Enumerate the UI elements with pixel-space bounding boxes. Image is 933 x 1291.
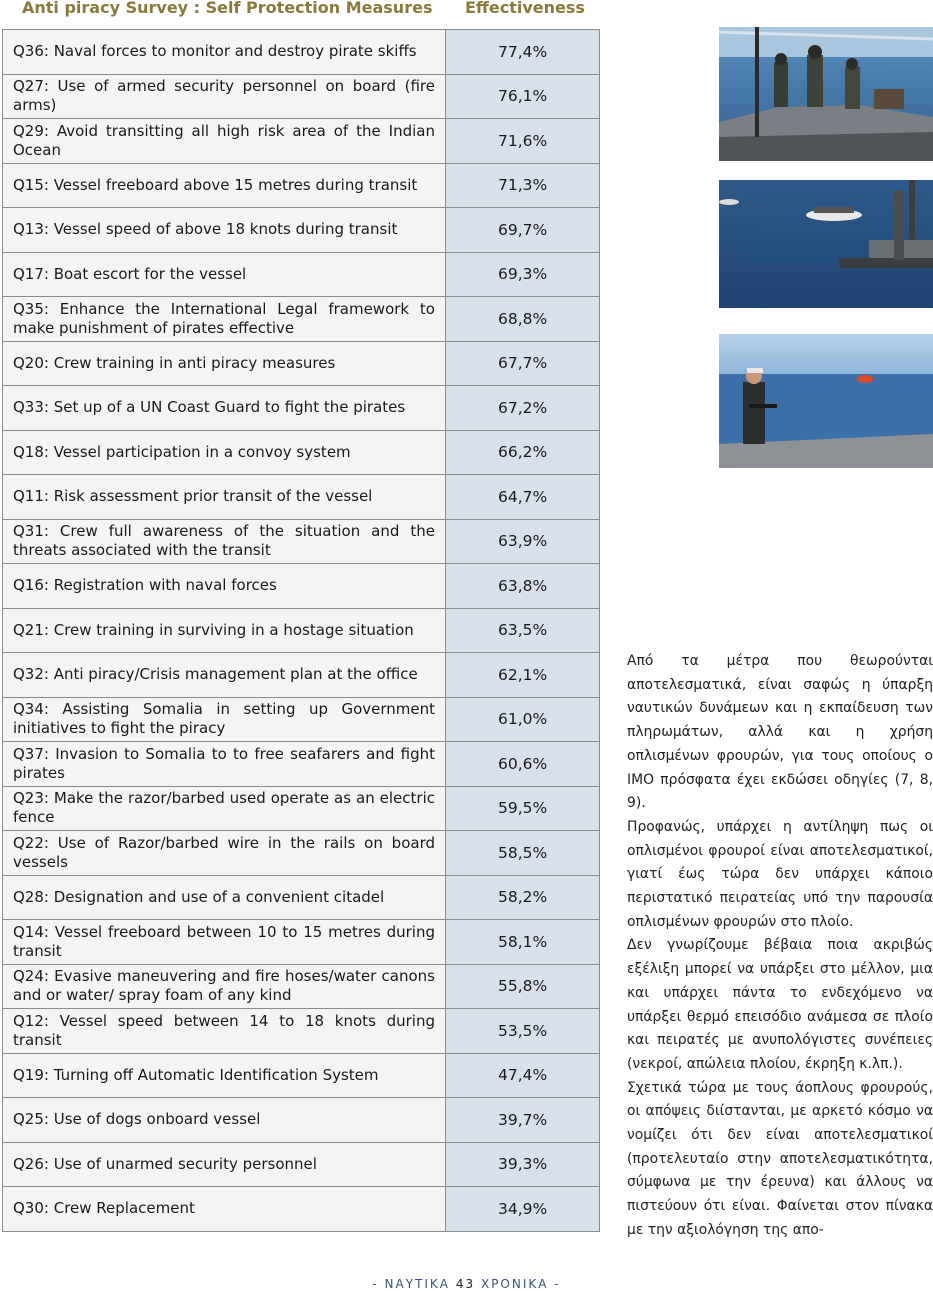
- table-row: [3, 608, 600, 653]
- measure-cell: Q13: Vessel speed of above 18 knots during transit: [3, 208, 446, 253]
- footer-magazine-right: ΧΡΟΝΙΚΑ -: [480, 1277, 561, 1291]
- effectiveness-cell: 63,5%: [446, 608, 600, 653]
- table-row: [3, 786, 600, 831]
- effectiveness-cell: 71,6%: [446, 119, 600, 164]
- table-row: [3, 119, 600, 164]
- measure-cell: Q31: Crew full awareness of the situation and the threats associated with the transit: [3, 519, 446, 564]
- article-paragraph: Προφανώς, υπάρχει η αντίληψη πως οι οπλισμένοι φρουροί είναι αποτελεσματικοί, γιατί έως τώρα δεν υπάρχει κάποιο περιστατικό πειρατείας υπό την παρουσία οπλισμένων φρουρών στο πλοίο.: [627, 818, 933, 930]
- photo-armed-guard: [719, 334, 933, 468]
- page-footer: [0, 1277, 933, 1291]
- measure-cell: Q32: Anti piracy/Crisis management plan at the office: [3, 653, 446, 698]
- measure-cell: Q22: Use of Razor/barbed wire in the rails on board vessels: [3, 831, 446, 876]
- survey-table: [2, 29, 600, 1232]
- effectiveness-cell: 67,2%: [446, 386, 600, 431]
- effectiveness-cell: 67,7%: [446, 341, 600, 386]
- measure-cell: Q28: Designation and use of a convenient citadel: [3, 875, 446, 920]
- photo-naval-boarding: [719, 27, 933, 161]
- measure-cell: Q19: Turning off Automatic Identification System: [3, 1053, 446, 1098]
- measure-cell: Q35: Enhance the International Legal framework to make punishment of pirates effective: [3, 297, 446, 342]
- measure-cell: Q17: Boat escort for the vessel: [3, 252, 446, 297]
- measure-cell: Q15: Vessel freeboard above 15 metres during transit: [3, 163, 446, 208]
- article-paragraph: Δεν γνωρίζουμε βέβαια ποια ακριβώς εξέλιξη μπορεί να υπάρξει στο μέλλον, μια και υπάρχει πάντα το ενδεχόμενο να υπάρξει θερμό επεισόδιο ανάμεσα σε πλοίο και πειρατές με ανυπολόγιστες συνέπειες (νεκροί, απώλεια πλοίου, έκρηξη κ.λπ.).: [627, 937, 933, 1072]
- table-row: [3, 341, 600, 386]
- table-row: [3, 1053, 600, 1098]
- table-row: [3, 964, 600, 1009]
- effectiveness-cell: 58,2%: [446, 875, 600, 920]
- table-row: [3, 564, 600, 609]
- table-row: [3, 1098, 600, 1143]
- table-row: [3, 163, 600, 208]
- effectiveness-cell: 66,2%: [446, 430, 600, 475]
- measure-cell: Q23: Make the razor/barbed used operate as an electric fence: [3, 786, 446, 831]
- measure-cell: Q12: Vessel speed between 14 to 18 knots during transit: [3, 1009, 446, 1054]
- measure-cell: Q27: Use of armed security personnel on board (fire arms): [3, 74, 446, 119]
- measure-cell: Q25: Use of dogs onboard vessel: [3, 1098, 446, 1143]
- table-row: [3, 1142, 600, 1187]
- effectiveness-cell: 63,8%: [446, 564, 600, 609]
- effectiveness-cell: 58,5%: [446, 831, 600, 876]
- effectiveness-cell: 69,7%: [446, 208, 600, 253]
- table-row: [3, 430, 600, 475]
- table-row: [3, 519, 600, 564]
- measure-cell: Q16: Registration with naval forces: [3, 564, 446, 609]
- measure-cell: Q36: Naval forces to monitor and destroy pirate skiffs: [3, 30, 446, 75]
- measure-cell: Q14: Vessel freeboard between 10 to 15 metres during transit: [3, 920, 446, 965]
- measure-cell: Q34: Assisting Somalia in setting up Government initiatives to fight the piracy: [3, 697, 446, 742]
- measure-cell: Q11: Risk assessment prior transit of the vessel: [3, 475, 446, 520]
- measure-cell: Q24: Evasive maneuvering and fire hoses/water canons and or water/ spray foam of any kind: [3, 964, 446, 1009]
- effectiveness-cell: 76,1%: [446, 74, 600, 119]
- table-row: [3, 252, 600, 297]
- table-title: Anti piracy Survey : Self Protection Measures: [22, 0, 433, 17]
- effectiveness-cell: 68,8%: [446, 297, 600, 342]
- effectiveness-cell: 71,3%: [446, 163, 600, 208]
- effectiveness-cell: 69,3%: [446, 252, 600, 297]
- table-row: [3, 697, 600, 742]
- article-paragraph: Σχετικά τώρα με τους άοπλους φρουρούς, οι απόψεις διίστανται, με αρκετό κόσμο να νομίζει ότι δεν είναι αποτελεσματικοί (προτελευταίο στην αποτελεσματικότητα, σύμφωνα με την έρευνα) και άλλους να πιστεύουν ότι είναι. Φαίνεται στον πίνακα με την αξιολόγηση της απο-: [627, 1079, 933, 1238]
- effectiveness-header: Effectiveness: [465, 0, 585, 17]
- effectiveness-cell: 63,9%: [446, 519, 600, 564]
- effectiveness-cell: 61,0%: [446, 697, 600, 742]
- table-row: [3, 1187, 600, 1232]
- effectiveness-cell: 59,5%: [446, 786, 600, 831]
- page-number: 43: [455, 1277, 476, 1291]
- effectiveness-cell: 62,1%: [446, 653, 600, 698]
- table-row: [3, 297, 600, 342]
- table-row: [3, 653, 600, 698]
- survey-table-body: [3, 30, 600, 1232]
- photo-pirate-skiffs: [719, 180, 933, 308]
- measure-cell: Q37: Invasion to Somalia to to free seafarers and fight pirates: [3, 742, 446, 787]
- measure-cell: Q30: Crew Replacement: [3, 1187, 446, 1232]
- effectiveness-cell: 53,5%: [446, 1009, 600, 1054]
- effectiveness-cell: 47,4%: [446, 1053, 600, 1098]
- table-row: [3, 386, 600, 431]
- footer-magazine-left: - ΝΑΥΤΙΚΑ: [372, 1277, 451, 1291]
- table-row: [3, 831, 600, 876]
- measure-cell: Q26: Use of unarmed security personnel: [3, 1142, 446, 1187]
- measure-cell: Q29: Avoid transitting all high risk area of the Indian Ocean: [3, 119, 446, 164]
- measure-cell: Q33: Set up of a UN Coast Guard to fight the pirates: [3, 386, 446, 431]
- effectiveness-cell: 64,7%: [446, 475, 600, 520]
- table-row: [3, 742, 600, 787]
- article-text: [627, 650, 933, 1243]
- table-row: [3, 1009, 600, 1054]
- table-row: [3, 875, 600, 920]
- effectiveness-cell: 34,9%: [446, 1187, 600, 1232]
- table-row: [3, 920, 600, 965]
- effectiveness-cell: 55,8%: [446, 964, 600, 1009]
- table-row: [3, 74, 600, 119]
- effectiveness-cell: 58,1%: [446, 920, 600, 965]
- effectiveness-cell: 60,6%: [446, 742, 600, 787]
- article-paragraph: Από τα μέτρα που θεωρούνται αποτελεσματικά, είναι σαφώς η ύπαρξη ναυτικών δυνάμεων και η εκπαίδευση των πληρωμάτων, αλλά και η χρήση οπλισμένων φρουρών, για τους οποίους ο IMO πρόσφατα έχει εκδώσει οδηγίες (7, 8, 9).: [627, 653, 933, 812]
- measure-cell: Q18: Vessel participation in a convoy system: [3, 430, 446, 475]
- effectiveness-cell: 39,3%: [446, 1142, 600, 1187]
- table-row: [3, 475, 600, 520]
- measure-cell: Q20: Crew training in anti piracy measures: [3, 341, 446, 386]
- effectiveness-cell: 39,7%: [446, 1098, 600, 1143]
- measure-cell: Q21: Crew training in surviving in a hostage situation: [3, 608, 446, 653]
- effectiveness-cell: 77,4%: [446, 30, 600, 75]
- table-row: [3, 30, 600, 75]
- table-row: [3, 208, 600, 253]
